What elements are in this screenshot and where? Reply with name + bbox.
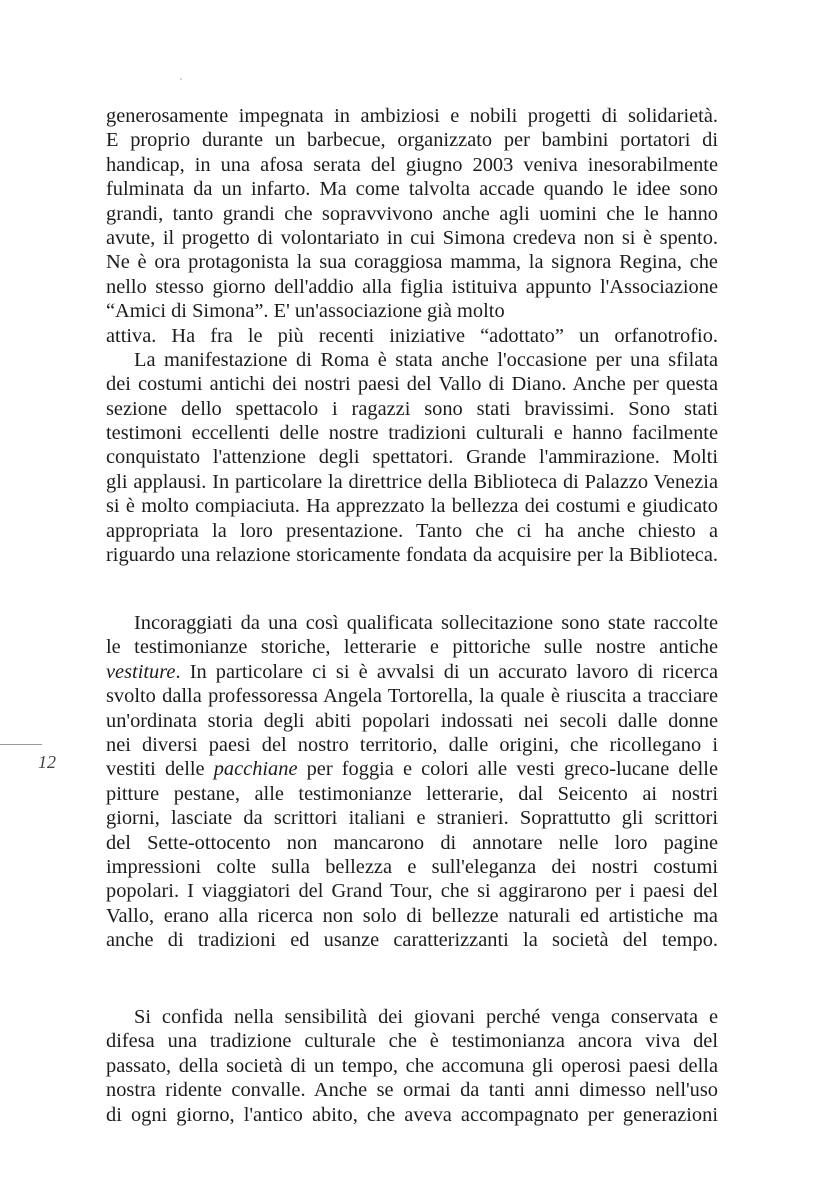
text-line: nostra ridente convalle. Anche se ormai da tanti anni dimesso nell'uso xyxy=(106,1079,718,1102)
text-line: nello stesso giorno dell'addio alla figlia istituiva appunto l'Associazione xyxy=(106,275,718,298)
text-line: Incoraggiati da una così qualificata sollecitazione sono state raccolte xyxy=(134,612,718,634)
text-line: conquistato l'attenzione degli spettatori. Grande l'ammirazione. Molti xyxy=(106,446,718,469)
text-line: pitture pestane, alle testimonianze letterarie, dal Seicento ai nostri xyxy=(106,782,718,805)
text-line: sezione dello spettacolo i ragazzi sono stati bravissimi. Sono stati xyxy=(106,397,718,420)
text-line: anche di tradizioni ed usanze caratterizzanti la società del tempo. xyxy=(106,929,718,952)
text-line: fulminata da un infarto. Ma come talvolta accade quando le idee sono xyxy=(106,178,718,201)
text-line: di ogni giorno, l'antico abito, che aveva accompagnato per generazioni xyxy=(106,1103,718,1126)
text-line: Vallo, erano alla ricerca non solo di bellezze naturali ed artistiche ma xyxy=(106,904,718,927)
text-line: popolari. I viaggiatori del Grand Tour, che si aggirarono per i paesi del xyxy=(106,880,718,903)
text-line: “Amici di Simona”. E' un'associazione già molto xyxy=(106,300,505,323)
paragraph-3 xyxy=(106,1005,718,1127)
page-number: 12 xyxy=(38,752,56,772)
margin-rule xyxy=(0,744,42,745)
text-line: E proprio durante un barbecue, organizzato per bambini portatori di xyxy=(106,129,718,152)
text-line: nei diversi paesi del nostro territorio, dalle origini, che ricollegano i xyxy=(106,733,718,756)
italic-term: pacchiane xyxy=(213,758,298,781)
text-line: attiva. Ha fra le più recenti iniziative “adottato” un orfanotrofio. xyxy=(106,324,718,347)
text-line: impressioni colte sulla bellezza e sull'eleganza dei nostri costumi xyxy=(106,855,718,878)
text-line xyxy=(106,660,718,684)
text-run: per foggia e colori alle vesti greco-lucane delle xyxy=(297,758,718,781)
text-line: passato, della società di un tempo, che accomuna gli operosi paesi della xyxy=(106,1054,718,1077)
scan-speck xyxy=(180,78,182,80)
text-line: svolto dalla professoressa Angela Tortorella, la quale è riuscita a tracciare xyxy=(106,685,718,708)
text-line: handicap, in una afosa serata del giugno 2003 veniva inesorabilmente xyxy=(106,153,718,176)
text-line: La manifestazione di Roma è stata anche l'occasione per una sfilata xyxy=(134,348,718,371)
text-line: difesa una tradizione culturale che è testimonianza ancora viva del xyxy=(106,1030,718,1053)
text-line: appropriata la loro presentazione. Tanto che ci ha anche chiesto a xyxy=(106,519,718,542)
italic-term: vestiture xyxy=(106,660,176,683)
text-line xyxy=(106,757,718,781)
text-line: giorni, lasciate da scrittori italiani e stranieri. Soprattutto gli scrittori xyxy=(106,807,718,830)
text-run: . In particolare ci si è avvalsi di un accurato lavoro di ricerca xyxy=(175,660,718,683)
text-line: gli applausi. In particolare la direttrice della Biblioteca di Palazzo Venezia xyxy=(106,470,718,493)
text-line: riguardo una relazione storicamente fondata da acquisire per la Biblioteca. xyxy=(106,544,718,567)
text-line: testimoni eccellenti delle nostre tradizioni culturali e hanno facilmente xyxy=(106,422,718,445)
text-run: vestiti delle xyxy=(106,758,214,781)
text-line: Ne è ora protagonista la sua coraggiosa mamma, la signora Regina, che xyxy=(106,251,718,274)
paragraph-1 xyxy=(106,104,718,567)
text-line: del Sette-ottocento non mancarono di annotare nelle loro pagine xyxy=(106,831,718,854)
text-line: le testimonianze storiche, letterarie e pittoriche sulle nostre antiche xyxy=(106,636,718,659)
text-line: un'ordinata storia degli abiti popolari indossati nei secoli dalle donne xyxy=(106,709,718,732)
text-line: avute, il progetto di volontariato in cui Simona credeva non si è spento. xyxy=(106,226,718,249)
text-line: si è molto compiaciuta. Ha apprezzato la bellezza dei costumi e giudicato xyxy=(106,495,718,518)
text-line: dei costumi antichi dei nostri paesi del Vallo di Diano. Anche per questa xyxy=(106,373,718,396)
text-line: Si confida nella sensibilità dei giovani perché venga conservata e xyxy=(134,1006,718,1028)
paragraph-2 xyxy=(106,611,718,952)
text-line: generosamente impegnata in ambiziosi e nobili progetti di solidarietà. xyxy=(106,105,718,127)
text-line: grandi, tanto grandi che sopravvivono anche agli uomini che le hanno xyxy=(106,202,718,225)
